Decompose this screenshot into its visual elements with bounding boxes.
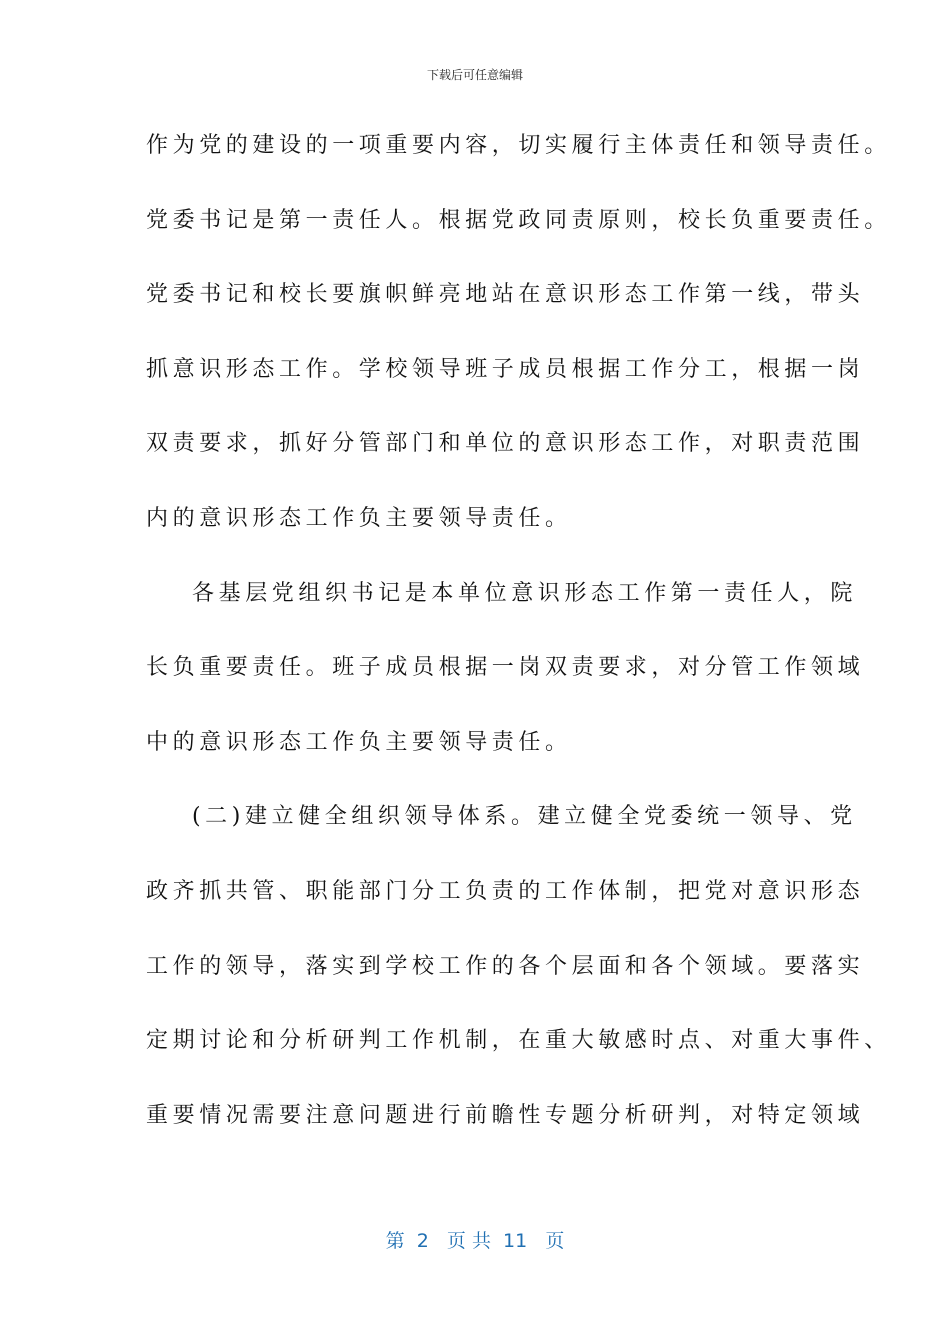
document-body — [146, 128, 891, 1172]
paragraph-first-line: 各基层党组织书记是本单位意识形态工作第一责任人，院 — [192, 580, 858, 606]
text-line: 抓意识形态工作。学校领导班子成员根据工作分工，根据一岗 — [146, 356, 865, 382]
text-line: 作为党的建设的一项重要内容，切实履行主体责任和领导责任。 — [146, 133, 891, 158]
text-line: 政齐抓共管、职能部门分工负责的工作体制，把党对意识形态 — [146, 878, 865, 904]
text-line: 重要情况需要注意问题进行前瞻性专题分析研判，对特定领域 — [146, 1102, 865, 1128]
text-line: 中的意识形态工作负主要领导责任。 — [146, 729, 572, 755]
text-line: 党委书记是第一责任人。根据党政同责原则，校长负重要责任。 — [146, 207, 891, 233]
text-line: 党委书记和校长要旗帜鲜亮地站在意识形态工作第一线，带头 — [146, 282, 865, 308]
header-note: 下载后可任意编辑 — [426, 68, 523, 82]
paragraph-first-line: (二)建立健全组织领导体系。建立健全党委统一领导、党 — [192, 804, 857, 830]
text-line: 定期讨论和分析研判工作机制，在重大敏感时点、对重大事件、 — [146, 1028, 891, 1054]
page-number: 第 2 页 共 11 页 — [385, 1230, 565, 1252]
text-line: 工作的领导，落实到学校工作的各个层面和各个领域。要落实 — [146, 953, 865, 979]
text-line: 长负重要责任。班子成员根据一岗双责要求，对分管工作领域 — [146, 655, 865, 681]
text-line: 内的意识形态工作负主要领导责任。 — [146, 505, 572, 531]
text-line: 双责要求，抓好分管部门和单位的意识形态工作，对职责范围 — [146, 431, 865, 457]
